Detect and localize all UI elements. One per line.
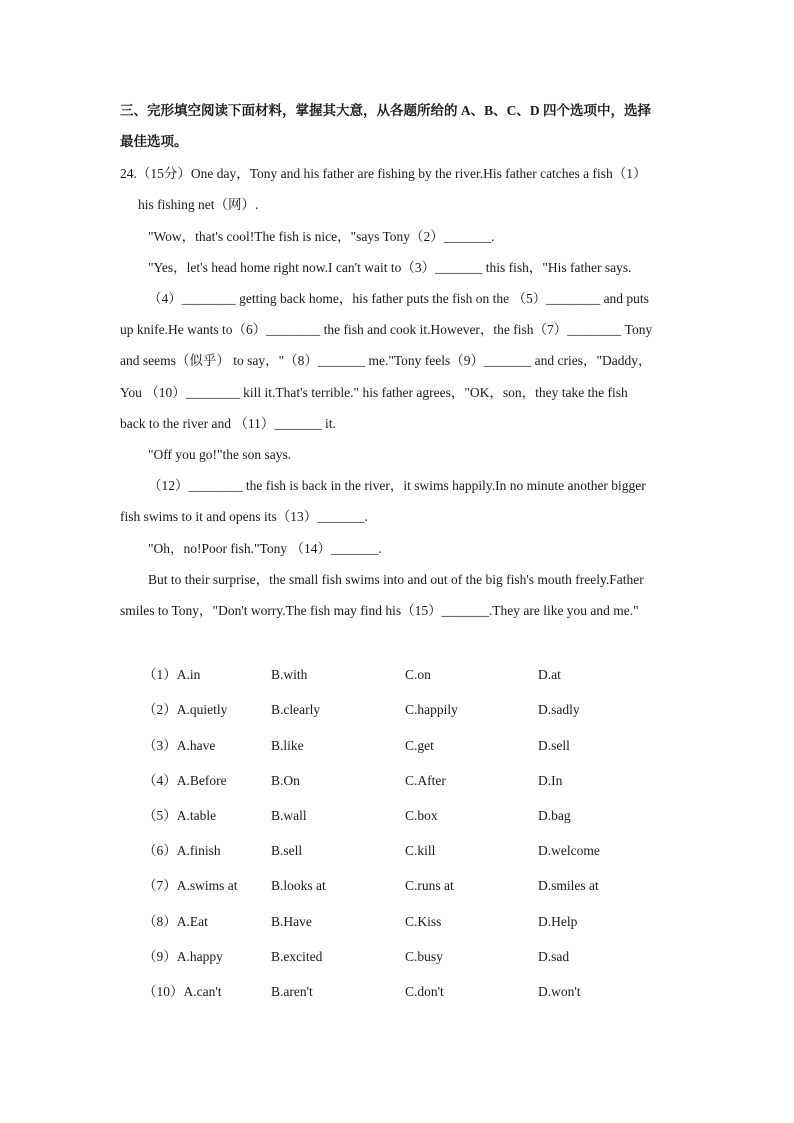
passage-line: "Yes，let's head home right now.I can't wait to（3）_______ this fish，"His father says. (148, 260, 632, 275)
option-a: （2）A.quietly (143, 702, 228, 717)
option-b: B.with (271, 667, 308, 682)
section-title-line-1: 三、完形填空阅读下面材料，掌握其大意，从各题所给的 A、B、C、D 四个选项中，选择 (120, 103, 652, 118)
option-a: （5）A.table (143, 808, 217, 823)
option-row (0, 879, 794, 895)
passage-line: fish swims to it and opens its（13）_______. (120, 509, 368, 524)
option-row (0, 809, 794, 825)
option-c: C.box (405, 808, 438, 823)
option-c: C.on (405, 667, 431, 682)
option-b: B.Have (271, 914, 312, 929)
passage-line: （12）________ the fish is back in the river，it swims happily.In no minute another bigger (148, 478, 646, 493)
option-d: D.won't (538, 984, 581, 999)
option-c: C.get (405, 738, 434, 753)
option-a: （1）A.in (143, 667, 201, 682)
passage-line: （4）________ getting back home，his father puts the fish on the （5）________ and puts (148, 291, 649, 306)
option-b: B.clearly (271, 702, 321, 717)
option-row (0, 950, 794, 966)
option-a: （7）A.swims at (143, 878, 238, 893)
option-c: C.After (405, 773, 446, 788)
passage-line: back to the river and （11）_______ it. (120, 416, 336, 431)
option-d: D.In (538, 773, 563, 788)
option-c: C.Kiss (405, 914, 442, 929)
option-a: （6）A.finish (143, 843, 221, 858)
option-c: C.don't (405, 984, 444, 999)
section-title-line-2: 最佳选项。 (120, 134, 188, 149)
passage-line: his fishing net（网）. (138, 197, 259, 212)
passage-line: But to their surprise，the small fish swims into and out of the big fish's mouth freely.Father (148, 572, 644, 587)
option-d: D.sad (538, 949, 570, 964)
option-row (0, 985, 794, 1001)
option-a: （10）A.can't (143, 984, 222, 999)
option-d: D.welcome (538, 843, 600, 858)
option-a: （3）A.have (143, 738, 216, 753)
option-d: D.at (538, 667, 561, 682)
passage-line: "Wow，that's cool!The fish is nice，"says Tony（2）_______. (148, 229, 495, 244)
option-a: （4）A.Before (143, 773, 227, 788)
option-row (0, 774, 794, 790)
passage-line: You （10）________ kill it.That's terrible." his father agrees，"OK，son，they take the fish (120, 385, 628, 400)
option-row (0, 844, 794, 860)
option-b: B.wall (271, 808, 307, 823)
passage-line: up knife.He wants to（6）________ the fish and cook it.However，the fish（7）________ Tony (120, 322, 653, 337)
option-b: B.sell (271, 843, 303, 858)
option-c: C.happily (405, 702, 458, 717)
passage-line: 24.（15分）One day，Tony and his father are fishing by the river.His father catches a fish（1） (120, 166, 647, 181)
passage-line: smiles to Tony，"Don't worry.The fish may find his（15）_______.They are like you and me." (120, 603, 639, 618)
option-a: （9）A.happy (143, 949, 223, 964)
option-d: D.smiles at (538, 878, 599, 893)
passage-line: "Oh，no!Poor fish."Tony （14）_______. (148, 541, 382, 556)
option-b: B.like (271, 738, 304, 753)
passage-line: "Off you go!"the son says. (148, 447, 292, 462)
option-a: （8）A.Eat (143, 914, 208, 929)
option-row (0, 668, 794, 684)
option-d: D.sell (538, 738, 570, 753)
option-d: D.bag (538, 808, 571, 823)
option-b: B.aren't (271, 984, 313, 999)
option-row (0, 915, 794, 931)
option-b: B.excited (271, 949, 323, 964)
option-b: B.On (271, 773, 300, 788)
option-row (0, 703, 794, 719)
option-d: D.sadly (538, 702, 580, 717)
option-c: C.runs at (405, 878, 454, 893)
option-c: C.busy (405, 949, 443, 964)
option-c: C.kill (405, 843, 436, 858)
option-d: D.Help (538, 914, 578, 929)
passage-line: and seems（似乎） to say，"（8）_______ me."Tony feels（9）_______ and cries，"Daddy， (120, 353, 652, 368)
option-b: B.looks at (271, 878, 326, 893)
option-row (0, 739, 794, 755)
